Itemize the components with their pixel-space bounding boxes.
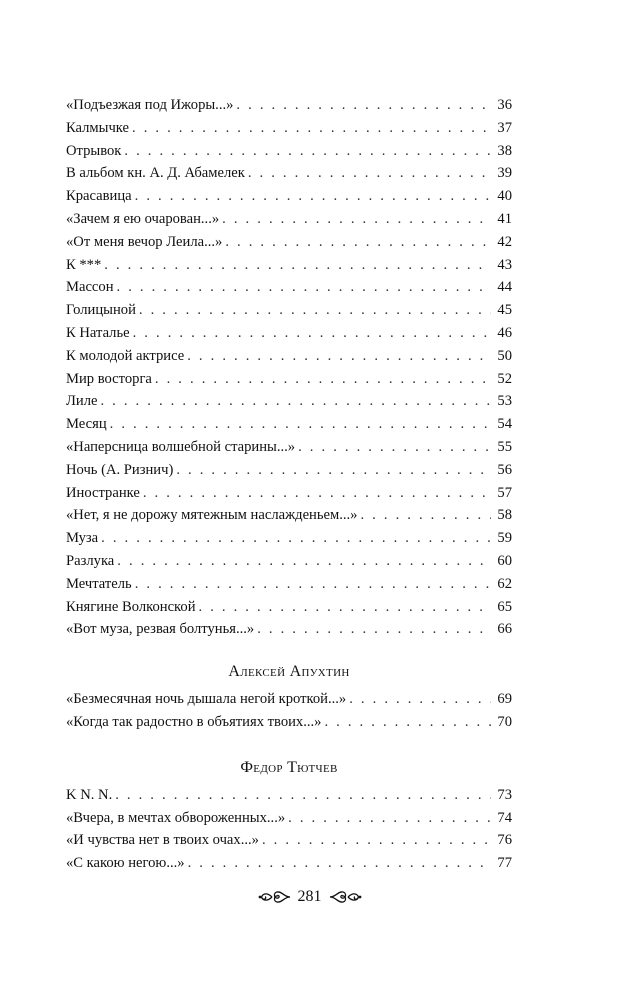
toc-entry-page: 66 bbox=[497, 621, 512, 638]
dot-leader bbox=[257, 618, 491, 641]
toc-entry-title: Голицыной bbox=[66, 302, 136, 319]
toc-entry-title: Разлука bbox=[66, 552, 115, 569]
dot-leader bbox=[104, 254, 491, 277]
toc-entry bbox=[66, 276, 512, 299]
toc-entry-title: К Наталье bbox=[66, 324, 130, 341]
toc-entry-title: «С какою негою...» bbox=[66, 855, 185, 872]
toc-entry-page: 65 bbox=[497, 598, 512, 615]
toc-entry bbox=[66, 322, 512, 345]
toc-entry-page: 44 bbox=[497, 279, 512, 296]
dot-leader bbox=[288, 807, 491, 830]
dot-leader bbox=[139, 299, 491, 322]
dot-leader bbox=[124, 140, 491, 163]
toc-entry-title: Калмычке bbox=[66, 119, 130, 136]
toc-entry-title: В альбом кн. А. Д. Абамелек bbox=[66, 165, 245, 182]
section-heading-apukhtin: Алексей Апухтин bbox=[228, 663, 350, 681]
dot-leader bbox=[324, 711, 491, 734]
toc-entry-title: «И чувства нет в твоих очах...» bbox=[66, 832, 259, 849]
dot-leader bbox=[298, 436, 491, 459]
toc-entry-title: Ночь (А. Ризнич) bbox=[66, 461, 174, 478]
toc-entry-page: 69 bbox=[497, 691, 512, 708]
toc-entry-title: Лиле bbox=[66, 393, 98, 410]
toc-entry bbox=[66, 829, 512, 852]
toc-entry-title: Красавица bbox=[66, 188, 132, 205]
toc-entry-page: 54 bbox=[497, 416, 512, 433]
dot-leader bbox=[155, 368, 491, 391]
toc-group-tyutchev bbox=[66, 784, 512, 875]
section-heading-tyutchev: Федор Тютчев bbox=[240, 758, 338, 776]
toc-entry bbox=[66, 368, 512, 391]
toc-entry bbox=[66, 688, 512, 711]
toc-entry-page: 56 bbox=[497, 461, 512, 478]
dot-leader bbox=[135, 573, 491, 596]
dot-leader bbox=[115, 784, 491, 807]
page-footer bbox=[0, 887, 619, 907]
toc-entry bbox=[66, 550, 512, 573]
toc-entry-page: 53 bbox=[497, 393, 512, 410]
toc-entry bbox=[66, 459, 512, 482]
toc-entry-title: «Безмесячная ночь дышала негой кроткой...» bbox=[66, 691, 347, 708]
toc-entry bbox=[66, 527, 512, 550]
toc-entry-page: 37 bbox=[497, 119, 512, 136]
toc-entry-page: 57 bbox=[497, 484, 512, 501]
toc-entry-title: Мечтатель bbox=[66, 575, 132, 592]
dot-leader bbox=[222, 208, 491, 231]
toc-entry-page: 73 bbox=[497, 786, 512, 803]
toc-group-pushkin bbox=[66, 94, 512, 641]
dot-leader bbox=[101, 527, 491, 550]
toc-entry bbox=[66, 596, 512, 619]
toc-entry-page: 39 bbox=[497, 165, 512, 182]
toc-entry-page: 60 bbox=[497, 552, 512, 569]
toc-entry bbox=[66, 140, 512, 163]
toc-group-apukhtin bbox=[66, 688, 512, 734]
toc-entry-title: «Когда так радостно в объятиях твоих...» bbox=[66, 713, 322, 730]
toc-entry-page: 52 bbox=[497, 370, 512, 387]
toc-entry-page: 77 bbox=[497, 855, 512, 872]
toc-entry bbox=[66, 784, 512, 807]
toc-entry bbox=[66, 185, 512, 208]
toc-entry bbox=[66, 436, 512, 459]
toc-entry-page: 43 bbox=[497, 256, 512, 273]
toc-entry-page: 59 bbox=[497, 530, 512, 547]
toc-entry-page: 74 bbox=[497, 809, 512, 826]
toc-entry-title: «От меня вечор Леила...» bbox=[66, 233, 223, 250]
table-of-contents bbox=[66, 94, 512, 875]
toc-entry-page: 36 bbox=[497, 97, 512, 113]
dot-leader bbox=[117, 550, 491, 573]
toc-entry bbox=[66, 618, 512, 641]
dot-leader bbox=[143, 482, 491, 505]
dot-leader bbox=[236, 94, 491, 117]
dot-leader bbox=[188, 852, 491, 875]
toc-entry bbox=[66, 208, 512, 231]
toc-entry bbox=[66, 807, 512, 830]
dot-leader bbox=[132, 117, 491, 140]
toc-entry-page: 46 bbox=[497, 324, 512, 341]
toc-entry-page: 70 bbox=[497, 713, 512, 730]
toc-entry bbox=[66, 117, 512, 140]
dot-leader bbox=[248, 162, 491, 185]
dot-leader bbox=[262, 829, 491, 852]
dot-leader bbox=[117, 276, 491, 299]
toc-entry-title: Месяц bbox=[66, 416, 107, 433]
toc-entry-title: К молодой актрисе bbox=[66, 347, 185, 364]
page-number: 281 bbox=[297, 888, 322, 905]
toc-entry bbox=[66, 94, 512, 117]
toc-entry bbox=[66, 254, 512, 277]
toc-entry-page: 38 bbox=[497, 142, 512, 159]
toc-entry bbox=[66, 413, 512, 436]
toc-entry bbox=[66, 231, 512, 254]
toc-entry-page: 55 bbox=[497, 438, 512, 455]
toc-entry-title: «Наперсница волшебной старины...» bbox=[66, 438, 296, 455]
toc-entry-title: Мир восторга bbox=[66, 370, 152, 387]
toc-entry-title: K N. N. bbox=[66, 786, 113, 803]
dot-leader bbox=[110, 413, 491, 436]
dot-leader bbox=[133, 322, 491, 345]
dot-leader bbox=[100, 390, 491, 413]
dot-leader bbox=[135, 185, 491, 208]
toc-entry-title: «Вчера, в мечтах обвороженных...» bbox=[66, 809, 286, 826]
toc-entry bbox=[66, 299, 512, 322]
dot-leader bbox=[176, 459, 491, 482]
toc-entry bbox=[66, 711, 512, 734]
toc-entry-page: 62 bbox=[497, 575, 512, 592]
toc-entry-page: 45 bbox=[497, 302, 512, 319]
toc-entry bbox=[66, 573, 512, 596]
dot-leader bbox=[225, 231, 491, 254]
dot-leader bbox=[187, 345, 491, 368]
toc-entry-page: 50 bbox=[497, 347, 512, 364]
toc-entry-page: 58 bbox=[497, 507, 512, 524]
toc-entry-page: 76 bbox=[497, 832, 512, 849]
dot-leader bbox=[360, 504, 491, 527]
toc-entry-title: Иностранке bbox=[66, 484, 140, 501]
toc-entry bbox=[66, 852, 512, 875]
toc-entry-title: «Подъезжая под Ижоры...» bbox=[66, 97, 234, 113]
toc-entry-title: Отрывок bbox=[66, 142, 122, 159]
toc-entry bbox=[66, 482, 512, 505]
dot-leader bbox=[349, 688, 491, 711]
dot-leader bbox=[199, 596, 492, 619]
toc-entry bbox=[66, 504, 512, 527]
toc-entry bbox=[66, 345, 512, 368]
flourish-right-icon bbox=[328, 887, 362, 907]
toc-entry-page: 40 bbox=[497, 188, 512, 205]
toc-entry-title: К *** bbox=[66, 256, 102, 273]
toc-entry-title: «Зачем я ею очарован...» bbox=[66, 210, 220, 227]
toc-entry-title: Княгине Волконской bbox=[66, 598, 196, 615]
toc-entry-title: Муза bbox=[66, 530, 99, 547]
flourish-left-icon bbox=[258, 887, 292, 907]
toc-entry-page: 42 bbox=[497, 233, 512, 250]
toc-entry-title: «Вот муза, резвая болтунья...» bbox=[66, 621, 255, 638]
toc-entry bbox=[66, 162, 512, 185]
toc-entry-title: «Нет, я не дорожу мятежным наслажденьем...» bbox=[66, 507, 358, 524]
toc-entry-page: 41 bbox=[497, 210, 512, 227]
toc-entry-title: Массон bbox=[66, 279, 114, 296]
toc-entry bbox=[66, 390, 512, 413]
